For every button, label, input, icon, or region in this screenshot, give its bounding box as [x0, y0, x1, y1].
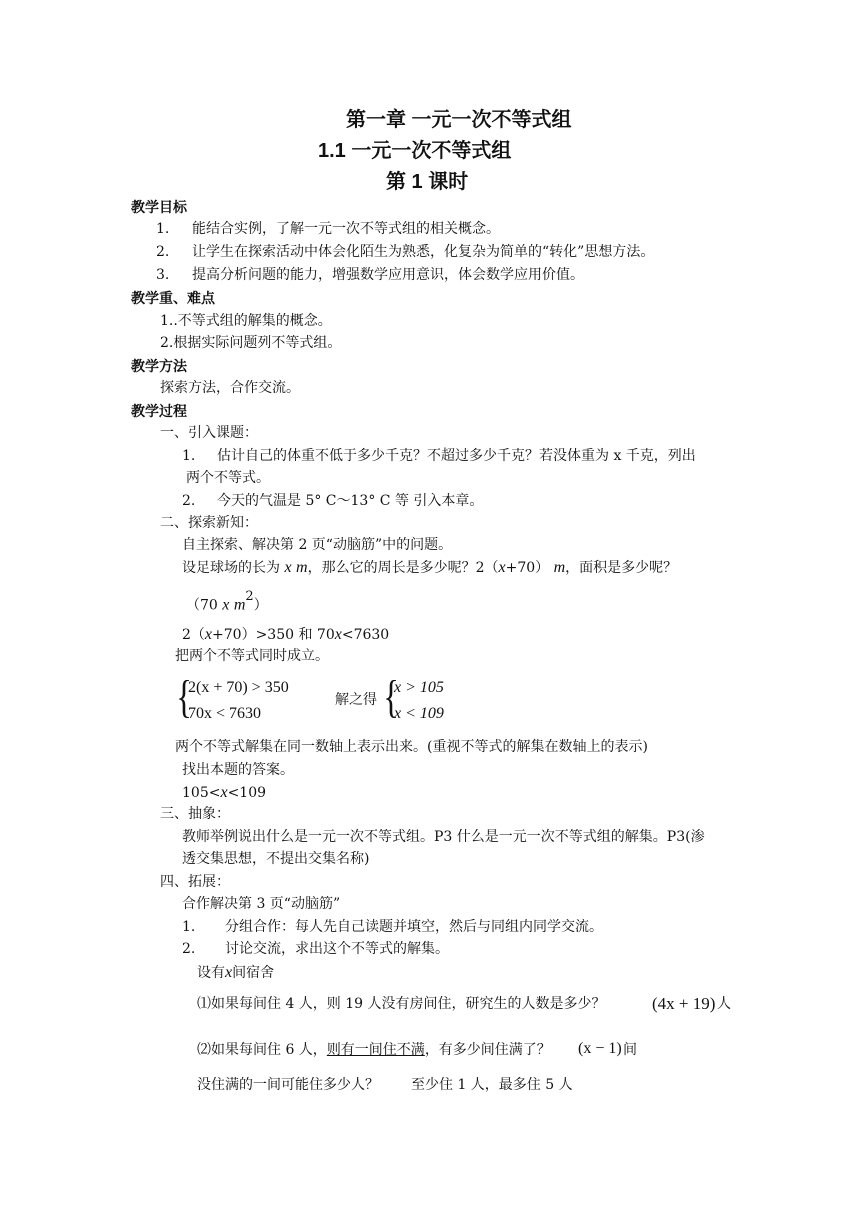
chapter-title: 第一章 一元一次不等式组	[346, 109, 572, 131]
method-text: 探索方法，合作交流。	[160, 380, 300, 396]
s1-item1-line2: 两个不等式。	[186, 470, 270, 486]
s1-item2-text: 今天的气温是 5° C～13° C 等 引入本章。	[217, 493, 484, 509]
s1-item1-line1: 估计自己的体重不低于多少千克？不超过多少千克？若没体重为 x 千克，列出	[217, 448, 696, 464]
s2-answer: 105<x<109	[182, 784, 267, 801]
s2-numline: 两个不等式解集在同一数轴上表示出来。(重视不等式的解集在数轴上的表示)	[175, 739, 648, 755]
s2-inequalities: 2（x+70）>350 和 70x<7630	[182, 626, 390, 643]
section-title: 1.1 一元一次不等式组	[318, 140, 512, 162]
system1-line2: 70x < 7630	[188, 705, 262, 722]
goal-text-2: 让学生在探索活动中体会化陌生为熟悉，化复杂为简单的“转化”思想方法。	[192, 244, 655, 260]
s2-line2: 设足球场的长为 x m，那么它的周长是多少呢？2（x+70） m，面积是多少呢？	[182, 559, 678, 576]
s2-line1: 自主探索、解决第 2 页“动脑筋”中的问题。	[182, 537, 453, 553]
system1-line1: 2(x + 70) > 350	[188, 679, 289, 696]
keypoint-1: 1..不等式组的解集的概念。	[160, 313, 332, 329]
goal-num-1: 1.	[156, 221, 170, 237]
s4-setup: 设有x间宿舍	[197, 964, 275, 981]
s2-area: （70 x $m^2$）	[186, 589, 268, 614]
s1-title: 一、引入课题：	[160, 425, 258, 441]
s2-answer-intro: 找出本题的答案。	[182, 762, 294, 778]
process-heading: 教学过程	[131, 403, 187, 419]
system2-brace: {	[383, 671, 399, 722]
lesson-title: 第 1 课时	[386, 171, 469, 193]
solve-label: 解之得	[335, 692, 377, 708]
goal-text-1: 能结合实例，了解一元一次不等式组的相关概念。	[192, 221, 500, 237]
method-heading: 教学方法	[131, 358, 187, 374]
s4-q2: ⑵如果每间住 6 人，则有一间住不满，有多少间住满了？	[197, 1042, 551, 1058]
goal-num-3: 3.	[156, 267, 170, 283]
s4-title: 四、拓展：	[160, 874, 230, 890]
s4-q3-question: 没住满的一间可能住多少人？	[197, 1077, 379, 1093]
s2-combine: 把两个不等式同时成立。	[175, 648, 329, 664]
keypoint-2: 2.根据实际问题列不等式组。	[160, 335, 342, 351]
s3-line2: 透交集思想，不提出交集名称)	[182, 851, 370, 867]
s4-item2-num: 2.	[182, 941, 196, 957]
goal-text-3: 提高分析问题的能力，增强数学应用意识，体会数学应用价值。	[192, 267, 584, 283]
keypoints-heading: 教学重、难点	[131, 290, 215, 306]
s3-title: 三、抽象：	[160, 806, 230, 822]
s4-q2-answer: (x − 1)	[578, 1040, 622, 1057]
s4-item2-text: 讨论交流，求出这个不等式的解集。	[225, 941, 449, 957]
system2-line1: x > 105	[394, 679, 444, 696]
system1-brace: {	[176, 671, 192, 722]
s4-q1-text: ⑴如果每间住 4 人，则 19 人没有房间住，研究生的人数是多少？	[197, 996, 606, 1012]
s4-q1-unit: 人	[717, 996, 731, 1012]
s4-q2-unit: 间	[623, 1042, 637, 1058]
s2-title: 二、探索新知：	[160, 515, 258, 531]
goal-num-2: 2.	[156, 244, 170, 260]
s4-q1-answer: (4x + 19)	[652, 994, 716, 1013]
s4-item1-num: 1.	[182, 919, 196, 935]
s4-line1: 合作解决第 3 页“动脑筋”	[182, 896, 341, 912]
s1-item2-num: 2.	[182, 493, 196, 509]
system2-line2: x < 109	[394, 705, 444, 722]
s3-line1: 教师举例说出什么是一元一次不等式组。P3 什么是一元一次不等式组的解集。P3(渗	[182, 829, 705, 845]
s4-q3-answer: 至少住 1 人，最多住 5 人	[411, 1077, 573, 1093]
goals-heading: 教学目标	[131, 199, 187, 215]
s1-item1-num: 1.	[182, 448, 196, 464]
s4-item1-text: 分组合作：每人先自己读题并填空，然后与同组内同学交流。	[225, 919, 603, 935]
